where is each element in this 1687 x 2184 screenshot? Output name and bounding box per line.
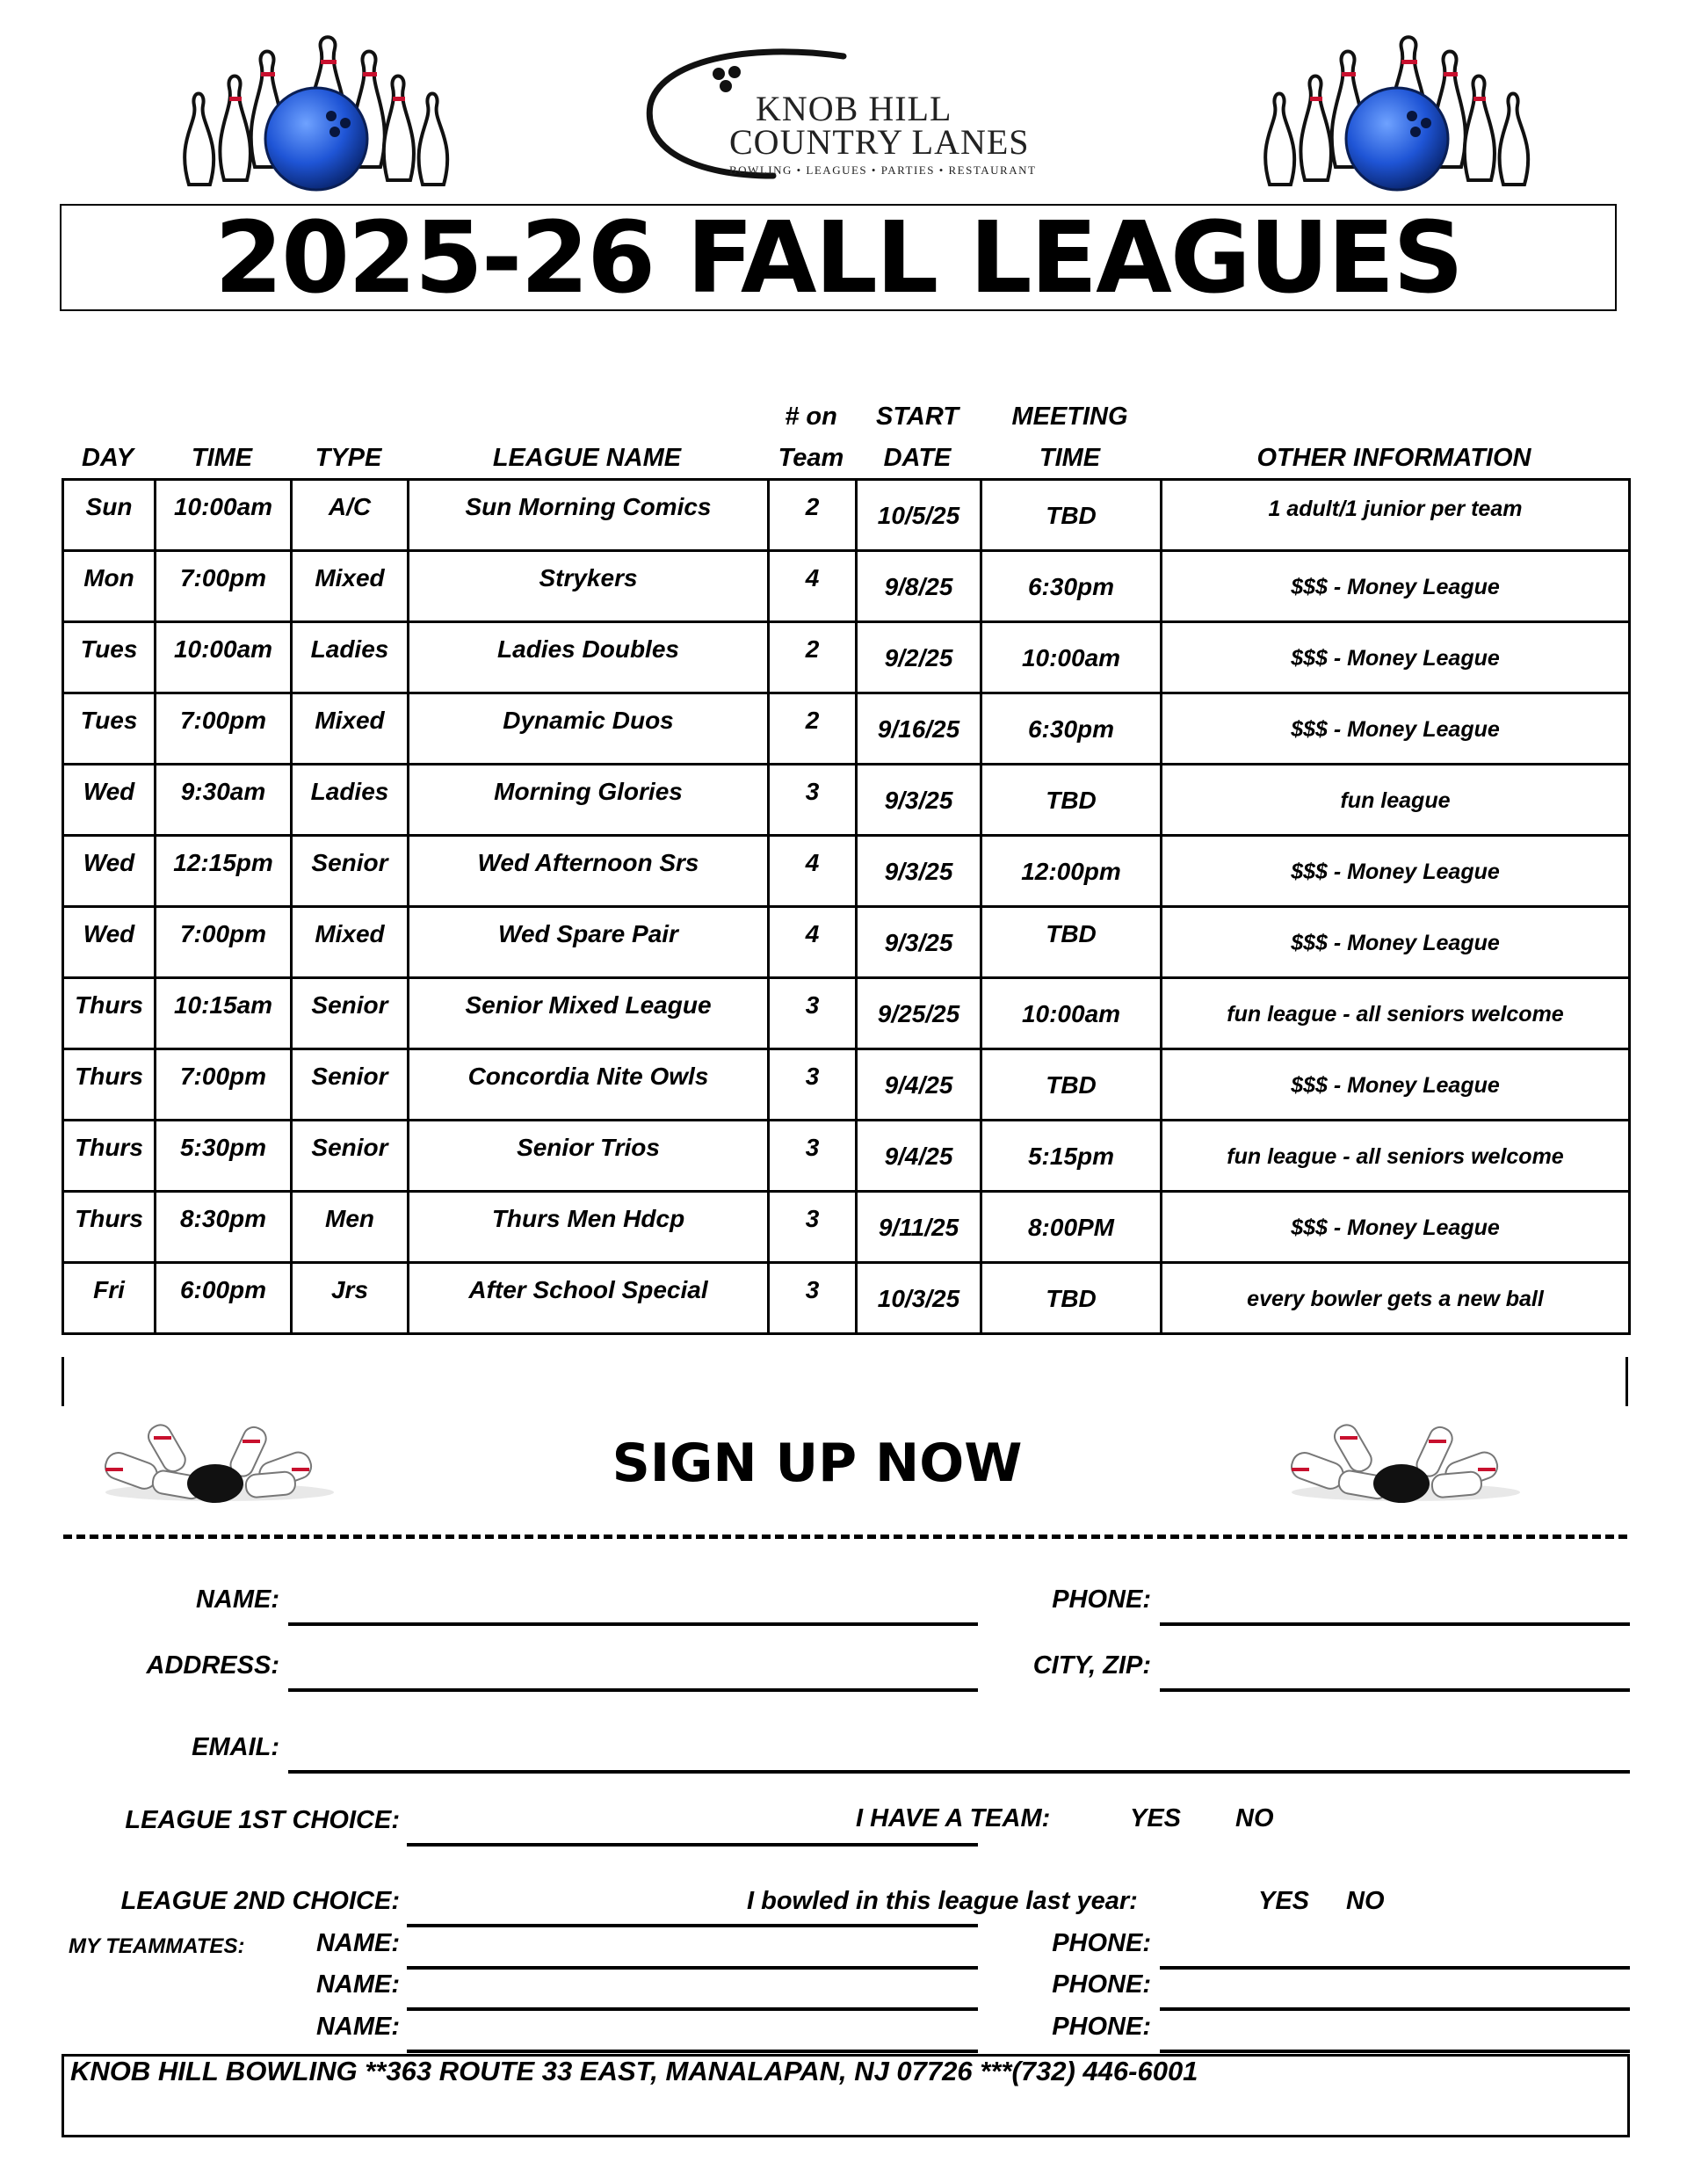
cell-meeting-time-text: 6:30pm <box>1027 573 1115 600</box>
cell-type <box>292 1049 409 1121</box>
cell-type-text: Ladies <box>310 635 389 663</box>
cell-other-info <box>1162 622 1630 693</box>
header-start-top: START <box>876 403 959 431</box>
header-league-name: LEAGUE NAME <box>492 444 682 472</box>
cell-type <box>292 622 409 693</box>
table-row <box>63 622 1630 693</box>
table-row <box>63 1192 1630 1263</box>
header-time: TIME <box>191 444 253 472</box>
cell-league-name <box>409 1263 769 1334</box>
cell-start-date-text: 9/3/25 <box>884 858 953 885</box>
cell-day <box>63 765 156 836</box>
cell-start-date-text: 10/3/25 <box>877 1285 960 1312</box>
cell-day-text: Thurs <box>75 1063 143 1090</box>
cell-league-name <box>409 1192 769 1263</box>
cell-time <box>156 480 292 551</box>
cell-other-info-text: every bowler gets a new ball <box>1247 1287 1544 1311</box>
cell-meeting-time <box>981 1049 1162 1121</box>
cell-start-date-text: 10/5/25 <box>877 502 960 529</box>
cell-team-size-text: 3 <box>805 778 820 805</box>
cell-time <box>156 765 292 836</box>
name-label: NAME: <box>195 1585 279 1614</box>
logo-line-1: KNOB HILL <box>756 89 952 128</box>
cell-time-text: 6:00pm <box>179 1276 267 1303</box>
cell-meeting-time-text: 8:00PM <box>1027 1214 1115 1241</box>
cell-meeting-time-text: TBD <box>1046 1071 1097 1099</box>
cell-type <box>292 551 409 622</box>
cell-time-text: 7:00pm <box>179 1063 267 1090</box>
cell-meeting-time-text: TBD <box>1046 1285 1097 1312</box>
cell-type <box>292 907 409 978</box>
cell-type-text: Senior <box>311 1063 388 1090</box>
cell-start-date <box>857 1263 981 1334</box>
cell-other-info-text: $$$ - Money League <box>1291 575 1500 599</box>
cell-start-date <box>857 978 981 1049</box>
cell-type <box>292 1121 409 1192</box>
cell-day <box>63 1121 156 1192</box>
cell-type-text: Jrs <box>330 1276 369 1303</box>
table-blank-row <box>62 1357 1628 1406</box>
table-row <box>63 480 1630 551</box>
cell-meeting-time <box>981 622 1162 693</box>
cell-league-name-text: Senior Mixed League <box>465 991 712 1019</box>
cell-league-name-text: Strykers <box>539 564 638 591</box>
cell-day-text: Thurs <box>75 1134 143 1161</box>
email-label: EMAIL: <box>192 1733 279 1761</box>
cell-meeting-time-text: TBD <box>1046 787 1097 814</box>
cell-start-date-text: 9/8/25 <box>884 573 953 600</box>
address-field[interactable] <box>288 1688 978 1692</box>
logo-line-2: COUNTRY LANES <box>729 122 1030 162</box>
phone-field[interactable] <box>1160 1622 1630 1626</box>
header-team-top: # on <box>785 403 837 431</box>
address-label: ADDRESS: <box>146 1651 279 1680</box>
cell-time-text: 12:15pm <box>173 849 273 876</box>
cell-other-info <box>1162 1049 1630 1121</box>
table-row <box>63 1121 1630 1192</box>
teammate-1-phone-field[interactable] <box>1160 1966 1630 1970</box>
cell-time-text: 10:00am <box>173 493 273 520</box>
cell-start-date <box>857 1049 981 1121</box>
cell-meeting-time <box>981 1192 1162 1263</box>
cell-start-date-text: 9/11/25 <box>878 1214 959 1241</box>
cell-team-size <box>769 480 857 551</box>
teammate-1-name-field[interactable] <box>407 1966 978 1970</box>
cell-meeting-time <box>981 551 1162 622</box>
cell-other-info <box>1162 693 1630 765</box>
cell-other-info <box>1162 480 1630 551</box>
cell-team-size-text: 2 <box>805 635 820 663</box>
cell-start-date-text: 9/25/25 <box>877 1000 960 1027</box>
cell-league-name <box>409 765 769 836</box>
cell-day <box>63 1049 156 1121</box>
cell-league-name-text: Dynamic Duos <box>503 707 674 734</box>
title-box <box>60 201 1617 316</box>
cell-other-info <box>1162 1263 1630 1334</box>
cell-team-size-text: 3 <box>805 1205 820 1232</box>
league-table <box>62 478 1631 1335</box>
cell-league-name-text: Concordia Nite Owls <box>467 1063 709 1090</box>
phone-label: PHONE: <box>1052 1585 1151 1614</box>
cell-team-size <box>769 551 857 622</box>
cell-team-size-text: 3 <box>805 1063 820 1090</box>
cell-meeting-time <box>981 1121 1162 1192</box>
cell-meeting-time-text: 12:00pm <box>1021 858 1121 885</box>
cut-line <box>63 1535 1627 1539</box>
name-field[interactable] <box>288 1622 978 1626</box>
cell-other-info-text: 1 adult/1 junior per team <box>1268 497 1523 521</box>
page-title: 2025-26 FALL LEAGUES <box>214 201 1462 316</box>
knob-hill-logo <box>641 44 1098 185</box>
cell-other-info <box>1162 907 1630 978</box>
teammate-1-phone-label: PHONE: <box>1052 1929 1151 1957</box>
cell-meeting-time-text: 10:00am <box>1021 644 1121 671</box>
cell-team-size <box>769 765 857 836</box>
cell-other-info <box>1162 1121 1630 1192</box>
cell-meeting-time <box>981 480 1162 551</box>
cell-league-name-text: Morning Glories <box>494 778 683 805</box>
cell-start-date <box>857 551 981 622</box>
cell-league-name <box>409 480 769 551</box>
cell-time <box>156 622 292 693</box>
cell-time <box>156 978 292 1049</box>
league-2nd-choice-field[interactable] <box>407 1924 978 1927</box>
cell-day <box>63 480 156 551</box>
bowling-pins-icon <box>1252 35 1542 193</box>
cell-league-name-text: Wed Afternoon Srs <box>477 849 699 876</box>
cell-team-size-text: 3 <box>805 1276 820 1303</box>
cell-type-text: Senior <box>311 991 388 1019</box>
cell-time-text: 10:15am <box>173 991 273 1019</box>
cell-league-name <box>409 551 769 622</box>
cell-type <box>292 836 409 907</box>
cell-other-info <box>1162 1192 1630 1263</box>
cell-meeting-time <box>981 1263 1162 1334</box>
cell-team-size <box>769 1192 857 1263</box>
cell-league-name-text: Ladies Doubles <box>497 635 679 663</box>
cell-day-text: Thurs <box>75 1205 143 1232</box>
cell-meeting-time-text: 5:15pm <box>1027 1143 1115 1170</box>
cell-team-size-text: 2 <box>805 493 820 520</box>
cell-day-text: Tues <box>80 635 138 663</box>
teammate-3-name-label: NAME: <box>315 2013 400 2041</box>
cell-time-text: 9:30am <box>180 778 266 805</box>
cell-league-name-text: Wed Spare Pair <box>498 920 678 947</box>
cell-other-info-text: $$$ - Money League <box>1291 717 1500 742</box>
cell-start-date <box>857 1192 981 1263</box>
cell-other-info <box>1162 551 1630 622</box>
cell-day-text: Tues <box>80 707 138 734</box>
cell-team-size <box>769 1263 857 1334</box>
cell-meeting-time <box>981 836 1162 907</box>
cell-type-text: Mixed <box>315 920 385 947</box>
cell-day <box>63 551 156 622</box>
bowling-strike-icon <box>1256 1415 1546 1512</box>
cell-time <box>156 1192 292 1263</box>
cell-day-text: Mon <box>83 564 134 591</box>
bowled-last-year-label: I bowled in this league last year: <box>747 1887 1138 1915</box>
cell-day <box>63 907 156 978</box>
sign-up-heading: SIGN UP NOW <box>612 1433 1023 1494</box>
cell-time-text: 7:00pm <box>179 920 267 947</box>
cell-league-name-text: After School Special <box>468 1276 708 1303</box>
cell-team-size <box>769 1121 857 1192</box>
cell-time <box>156 907 292 978</box>
header-type: TYPE <box>315 444 382 472</box>
header-meeting-bottom: TIME <box>1039 444 1101 472</box>
teammate-3-phone-field[interactable] <box>1160 2050 1630 2053</box>
cell-type-text: A/C <box>328 493 372 520</box>
cell-type-text: Men <box>325 1205 374 1232</box>
cell-other-info <box>1162 978 1630 1049</box>
cell-day <box>63 622 156 693</box>
cell-day <box>63 1192 156 1263</box>
cell-day-text: Thurs <box>75 991 143 1019</box>
cell-other-info-text: fun league - all seniors welcome <box>1227 1144 1564 1169</box>
cell-other-info-text: $$$ - Money League <box>1291 646 1500 671</box>
cell-league-name <box>409 1049 769 1121</box>
table-row <box>63 1049 1630 1121</box>
cell-time <box>156 1263 292 1334</box>
header-day: DAY <box>81 444 134 472</box>
cell-other-info-text: fun league <box>1340 788 1451 813</box>
city-zip-label: CITY, ZIP: <box>1032 1651 1151 1680</box>
cell-type <box>292 693 409 765</box>
cell-team-size-text: 4 <box>805 564 820 591</box>
cell-day <box>63 836 156 907</box>
table-row <box>63 978 1630 1049</box>
table-row <box>63 907 1630 978</box>
league-1st-choice-field[interactable] <box>407 1843 978 1847</box>
cell-start-date <box>857 765 981 836</box>
cell-day <box>63 693 156 765</box>
cell-team-size-text: 3 <box>805 1134 820 1161</box>
cell-day-text: Wed <box>83 920 135 947</box>
cell-start-date-text: 9/2/25 <box>884 644 953 671</box>
cell-other-info-text: $$$ - Money League <box>1291 931 1500 955</box>
cell-start-date-text: 9/3/25 <box>884 929 953 956</box>
cell-type <box>292 1263 409 1334</box>
cell-meeting-time-text: 10:00am <box>1021 1000 1121 1027</box>
table-row <box>63 693 1630 765</box>
cell-type-text: Senior <box>311 1134 388 1161</box>
have-team-yes[interactable]: YES <box>1130 1804 1182 1832</box>
cell-type <box>292 1192 409 1263</box>
cell-league-name <box>409 836 769 907</box>
cell-time-text: 10:00am <box>173 635 273 663</box>
cell-type <box>292 480 409 551</box>
cell-league-name <box>409 693 769 765</box>
bowling-pins-icon <box>171 35 461 193</box>
cell-other-info-text: $$$ - Money League <box>1291 1215 1500 1240</box>
cell-start-date-text: 9/16/25 <box>877 715 960 743</box>
my-teammates-label: MY TEAMMATES: <box>69 1934 245 1958</box>
cell-league-name-text: Senior Trios <box>517 1134 660 1161</box>
cell-league-name <box>409 978 769 1049</box>
cell-team-size <box>769 907 857 978</box>
cell-league-name-text: Sun Morning Comics <box>465 493 712 520</box>
cell-league-name <box>409 622 769 693</box>
cell-time-text: 7:00pm <box>179 564 267 591</box>
cell-league-name-text: Thurs Men Hdcp <box>491 1205 685 1232</box>
cell-start-date <box>857 480 981 551</box>
cell-time-text: 8:30pm <box>179 1205 267 1232</box>
cell-meeting-time-text: TBD <box>1046 502 1097 529</box>
cell-team-size-text: 4 <box>805 849 820 876</box>
header-team-bottom: Team <box>778 444 844 472</box>
cell-type-text: Mixed <box>315 564 385 591</box>
cell-meeting-time <box>981 978 1162 1049</box>
bowled-last-year-yes[interactable]: YES <box>1258 1887 1310 1915</box>
cell-meeting-time-text: TBD <box>1046 920 1097 947</box>
cell-day <box>63 978 156 1049</box>
teammate-1-name-label: NAME: <box>315 1929 400 1957</box>
cell-day <box>63 1263 156 1334</box>
cell-meeting-time <box>981 907 1162 978</box>
header-other-info: OTHER INFORMATION <box>1256 444 1531 472</box>
teammate-2-phone-label: PHONE: <box>1052 1970 1151 1999</box>
teammate-2-name-label: NAME: <box>315 1970 400 1999</box>
table-row <box>63 551 1630 622</box>
cell-type-text: Senior <box>311 849 388 876</box>
cell-type <box>292 765 409 836</box>
teammate-3-name-field[interactable] <box>407 2050 978 2053</box>
cell-start-date <box>857 1121 981 1192</box>
cell-day-text: Wed <box>83 849 135 876</box>
cell-time-text: 7:00pm <box>179 707 267 734</box>
cell-team-size <box>769 836 857 907</box>
cell-team-size <box>769 978 857 1049</box>
cell-start-date-text: 9/4/25 <box>884 1143 953 1170</box>
cell-team-size <box>769 693 857 765</box>
email-field[interactable] <box>288 1770 1630 1774</box>
cell-time <box>156 551 292 622</box>
cell-start-date <box>857 907 981 978</box>
cell-other-info-text: fun league - all seniors welcome <box>1227 1002 1564 1027</box>
cell-other-info <box>1162 836 1630 907</box>
cell-start-date-text: 9/3/25 <box>884 787 953 814</box>
teammate-3-phone-label: PHONE: <box>1052 2013 1151 2041</box>
cell-day-text: Sun <box>85 493 133 520</box>
header-start-bottom: DATE <box>883 444 952 472</box>
cell-start-date <box>857 836 981 907</box>
cell-other-info <box>1162 765 1630 836</box>
cell-meeting-time <box>981 693 1162 765</box>
cell-league-name <box>409 907 769 978</box>
cell-team-size <box>769 622 857 693</box>
teammate-2-phone-field[interactable] <box>1160 2007 1630 2011</box>
bowled-last-year-no[interactable]: NO <box>1346 1887 1385 1915</box>
table-row <box>63 765 1630 836</box>
cell-day-text: Wed <box>83 778 135 805</box>
cell-time-text: 5:30pm <box>179 1134 267 1161</box>
header-meeting-top: MEETING <box>1011 403 1128 431</box>
cell-type-text: Ladies <box>310 778 389 805</box>
cell-team-size-text: 3 <box>805 991 820 1019</box>
table-row <box>63 836 1630 907</box>
cell-type <box>292 978 409 1049</box>
cell-team-size <box>769 1049 857 1121</box>
cell-day-text: Fri <box>93 1276 125 1303</box>
cell-team-size-text: 4 <box>805 920 820 947</box>
cell-league-name <box>409 1121 769 1192</box>
table-row <box>63 1263 1630 1334</box>
cell-start-date-text: 9/4/25 <box>884 1071 953 1099</box>
city-zip-field[interactable] <box>1160 1688 1630 1692</box>
cell-meeting-time <box>981 765 1162 836</box>
cell-time <box>156 1121 292 1192</box>
logo-tagline: BOWLING • LEAGUES • PARTIES • RESTAURANT <box>729 163 1037 177</box>
cell-team-size-text: 2 <box>805 707 820 734</box>
have-team-no[interactable]: NO <box>1235 1804 1274 1832</box>
cell-time <box>156 1049 292 1121</box>
league-1st-choice-label: LEAGUE 1ST CHOICE: <box>125 1806 400 1834</box>
cell-other-info-text: $$$ - Money League <box>1291 1073 1500 1098</box>
cell-meeting-time-text: 6:30pm <box>1027 715 1115 743</box>
have-team-label: I HAVE A TEAM: <box>856 1804 1051 1832</box>
footer-address: KNOB HILL BOWLING **363 ROUTE 33 EAST, MANALAPAN, NJ 07726 ***(732) 446-6001 <box>70 2056 1198 2086</box>
teammate-2-name-field[interactable] <box>407 2007 978 2011</box>
cell-time <box>156 836 292 907</box>
league-2nd-choice-label: LEAGUE 2ND CHOICE: <box>120 1887 400 1915</box>
cell-start-date <box>857 693 981 765</box>
cell-other-info-text: $$$ - Money League <box>1291 860 1500 884</box>
cell-start-date <box>857 622 981 693</box>
cell-time <box>156 693 292 765</box>
cell-type-text: Mixed <box>315 707 385 734</box>
